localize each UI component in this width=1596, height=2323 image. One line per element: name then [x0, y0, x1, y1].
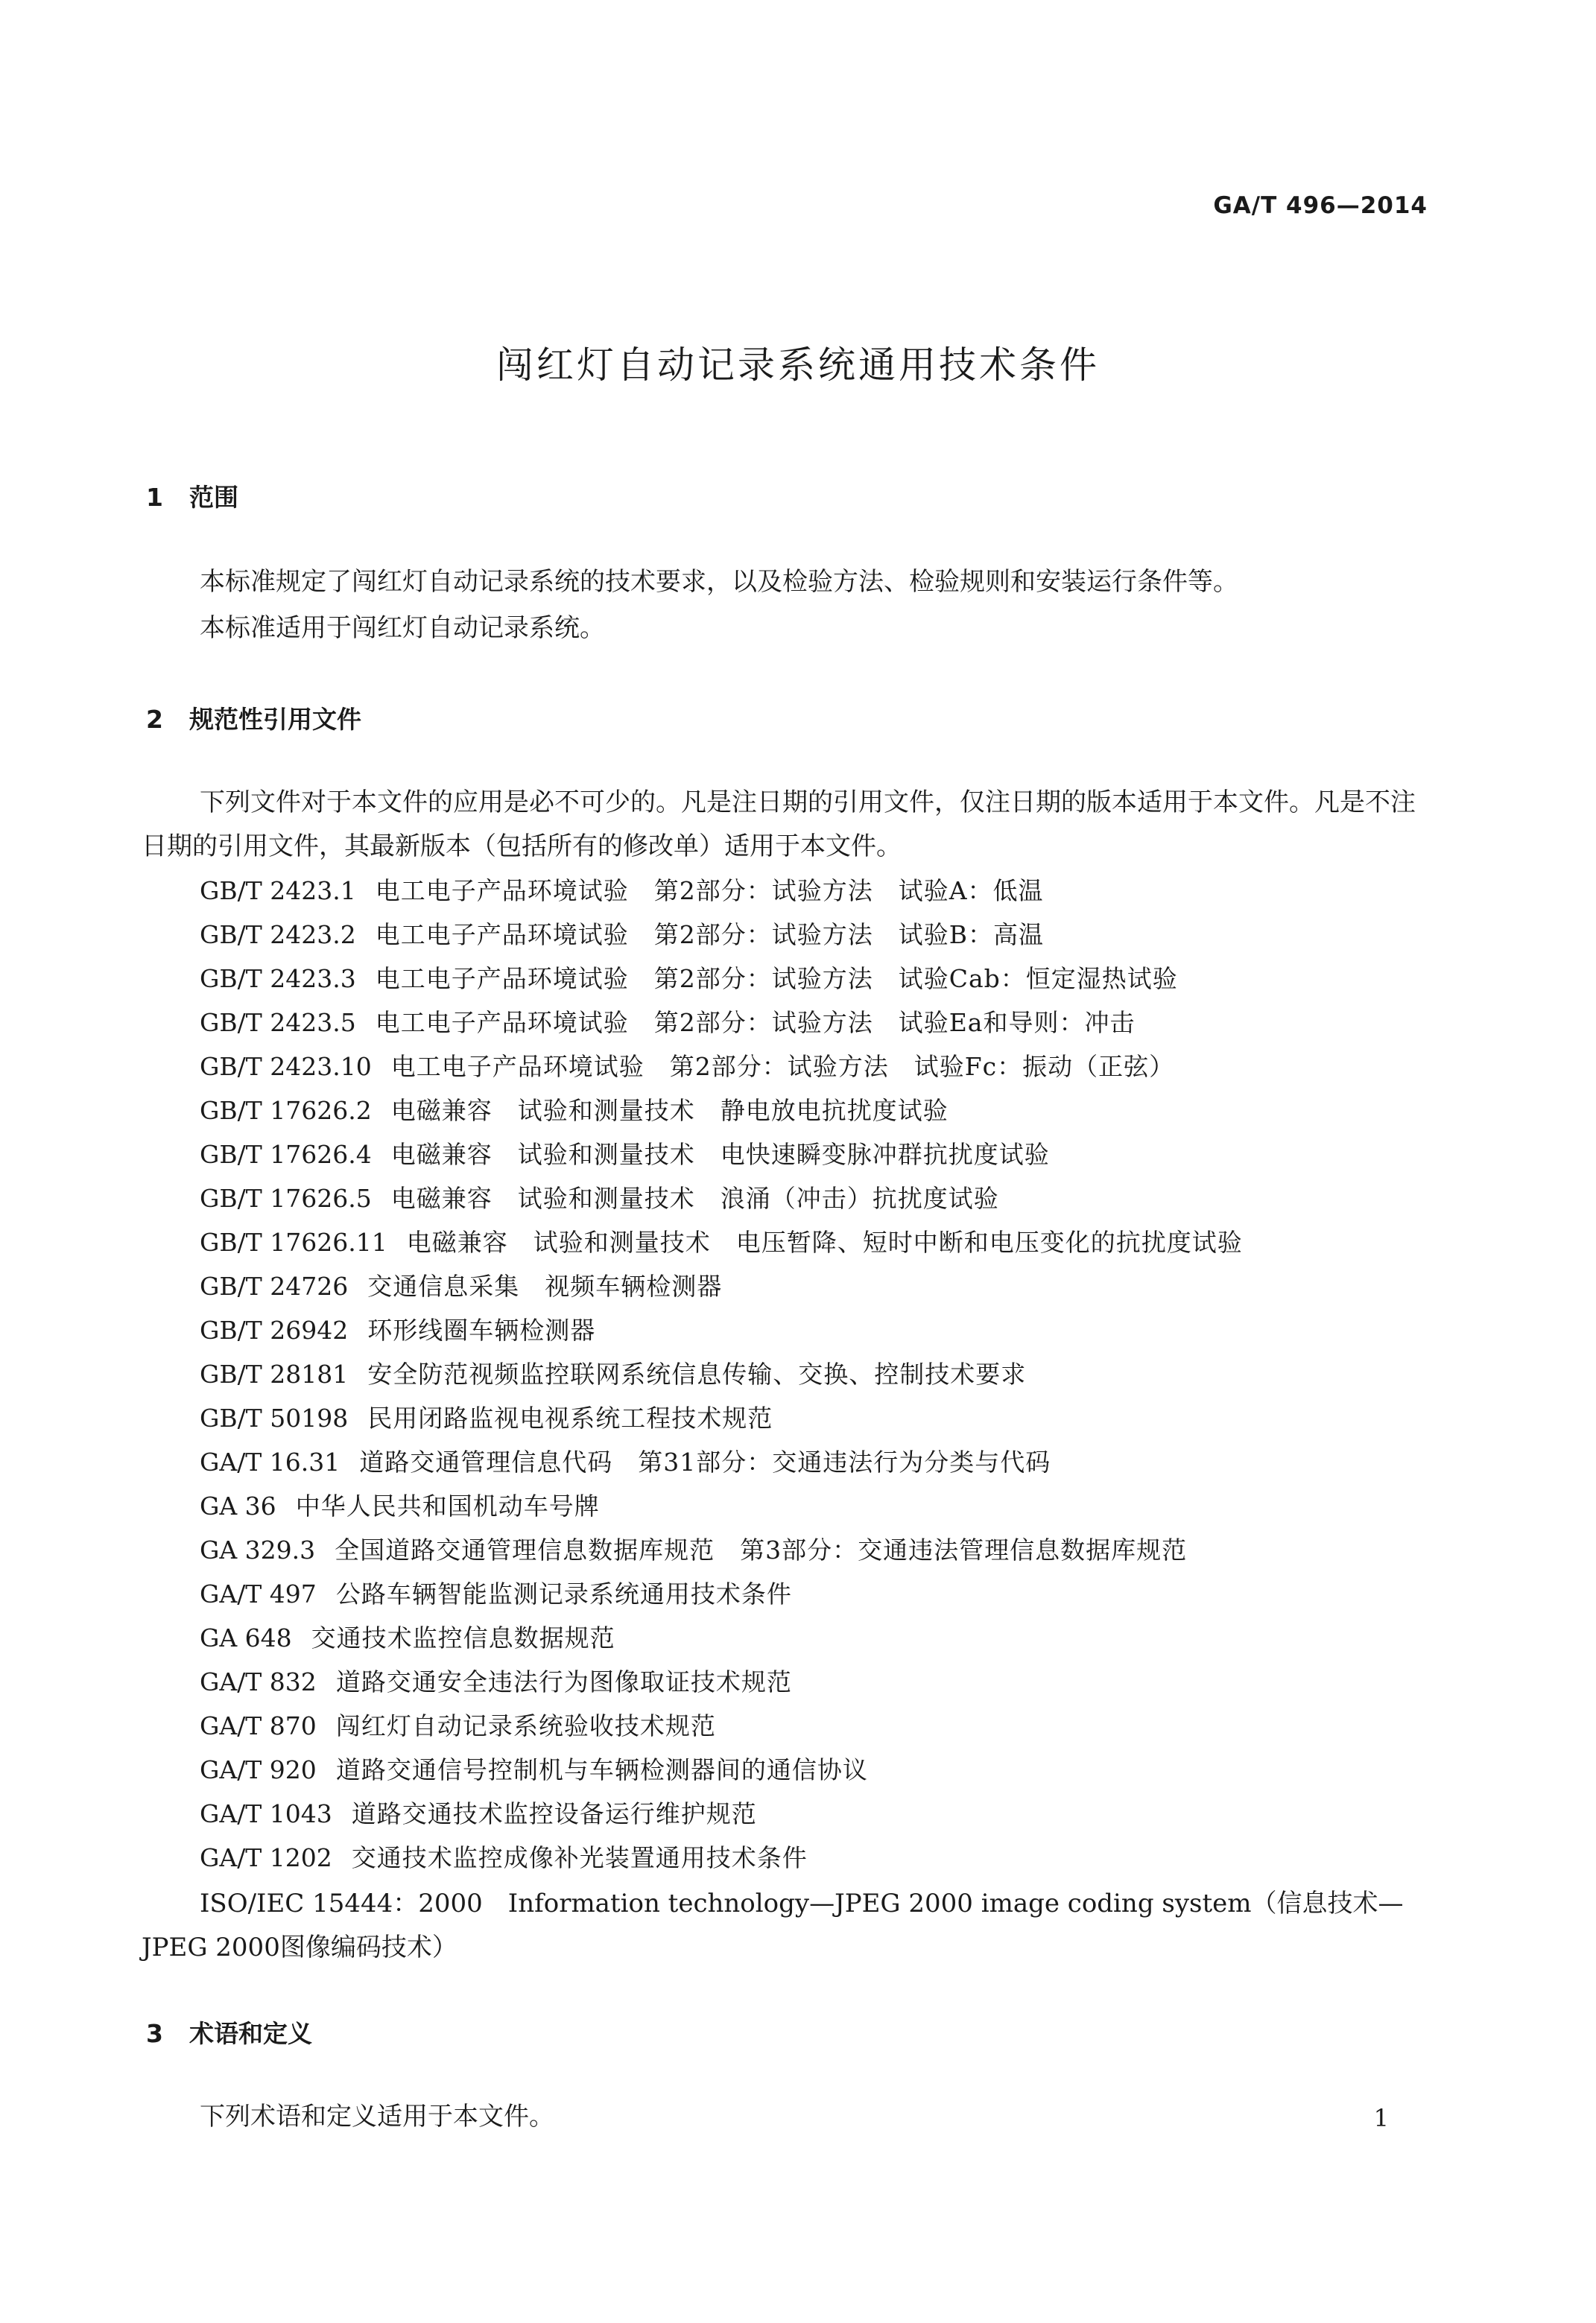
reference-item	[200, 1088, 1243, 1132]
reference-title: 电工电子产品环境试验 第2部分：试验方法 试验A：低温	[375, 876, 1044, 905]
paragraph: 本标准规定了闯红灯自动记录系统的技术要求，以及检验方法、检验规则和安装运行条件等。	[200, 567, 1238, 597]
reference-code: GB/T 17626.11	[200, 1228, 387, 1257]
reference-list	[200, 869, 1243, 1880]
reference-item	[200, 1440, 1243, 1484]
reference-item	[200, 1176, 1243, 1220]
reference-item	[200, 1132, 1243, 1176]
reference-title: 闯红灯自动记录系统验收技术规范	[335, 1711, 716, 1740]
section-title: 范围	[189, 483, 238, 512]
section-number: 1	[146, 483, 163, 512]
reference-item	[200, 1704, 1243, 1748]
section-title: 术语和定义	[189, 2019, 312, 2048]
reference-title: 电工电子产品环境试验 第2部分：试验方法 试验Cab：恒定湿热试验	[375, 964, 1178, 993]
reference-title: 交通技术监控成像补光装置通用技术条件	[351, 1843, 808, 1872]
reference-item	[200, 1220, 1243, 1264]
reference-code: GA 36	[200, 1492, 276, 1521]
reference-code: GA/T 1202	[200, 1843, 332, 1872]
section-heading-normative-references	[146, 700, 361, 735]
reference-code: GB/T 2423.10	[200, 1052, 372, 1081]
reference-title: 道路交通技术监控设备运行维护规范	[351, 1799, 757, 1828]
reference-title: 道路交通安全违法行为图像取证技术规范	[335, 1667, 792, 1696]
reference-item	[200, 1045, 1243, 1088]
reference-code: GB/T 26942	[200, 1316, 349, 1345]
reference-title: 全国道路交通管理信息数据库规范 第3部分：交通违法管理信息数据库规范	[335, 1536, 1188, 1565]
reference-item	[200, 1484, 1243, 1528]
reference-title: 中华人民共和国机动车号牌	[295, 1492, 600, 1521]
reference-title: 电磁兼容 试验和测量技术 电快速瞬变脉冲群抗扰度试验	[390, 1140, 1050, 1169]
reference-title: 交通技术监控信息数据规范	[311, 1623, 615, 1652]
reference-code: GA/T 920	[200, 1755, 317, 1784]
reference-code: GA/T 497	[200, 1579, 317, 1609]
reference-code: GB/T 17626.2	[200, 1096, 372, 1125]
reference-title: 民用闭路监视电视系统工程技术规范	[367, 1404, 773, 1433]
reference-code: GA 648	[200, 1623, 292, 1652]
reference-code: GA/T 16.31	[200, 1448, 341, 1477]
reference-item	[200, 1396, 1243, 1440]
reference-code: GA/T 870	[200, 1711, 317, 1740]
reference-title: 道路交通管理信息代码 第31部分：交通违法行为分类与代码	[359, 1448, 1051, 1477]
document-title: 闯红灯自动记录系统通用技术条件	[496, 343, 1100, 387]
reference-code: GA 329.3	[200, 1536, 316, 1565]
reference-title: 交通信息采集 视频车辆检测器	[367, 1272, 723, 1301]
section-number: 3	[146, 2019, 163, 2048]
reference-item	[200, 1308, 1243, 1352]
reference-title: 电工电子产品环境试验 第2部分：试验方法 试验B：高温	[375, 920, 1044, 949]
reference-item	[200, 1001, 1243, 1045]
paragraph: 本标准适用于闯红灯自动记录系统。	[200, 613, 605, 643]
reference-item	[200, 869, 1243, 913]
reference-item	[200, 1572, 1243, 1616]
section-heading-scope	[146, 478, 238, 513]
reference-title: 电磁兼容 试验和测量技术 电压暂降、短时中断和电压变化的抗扰度试验	[406, 1228, 1243, 1257]
reference-code: GB/T 17626.4	[200, 1140, 372, 1169]
references-intro: 下列文件对于本文件的应用是必不可少的。凡是注日期的引用文件，仅注日期的版本适用于本文件。凡是不注日期的引用文件，其最新版本（包括所有的修改单）适用于本文件。	[142, 787, 1416, 861]
reference-code: GB/T 2423.5	[200, 1008, 356, 1037]
reference-item	[200, 1748, 1243, 1792]
reference-title: 电磁兼容 试验和测量技术 浪涌（冲击）抗扰度试验	[390, 1184, 999, 1213]
reference-code: GB/T 50198	[200, 1404, 349, 1433]
reference-item	[200, 913, 1243, 957]
reference-code: GB/T 24726	[200, 1272, 349, 1301]
reference-code: GA/T 832	[200, 1667, 317, 1696]
reference-title: 安全防范视频监控联网系统信息传输、交换、控制技术要求	[367, 1360, 1027, 1389]
reference-item	[200, 1660, 1243, 1704]
reference-code: GB/T 2423.1	[200, 876, 356, 905]
reference-code: GB/T 2423.3	[200, 964, 356, 993]
paragraph: 下列术语和定义适用于本文件。	[200, 2102, 554, 2132]
reference-item	[200, 1352, 1243, 1396]
reference-code: GB/T 2423.2	[200, 920, 356, 949]
reference-title: 电工电子产品环境试验 第2部分：试验方法 试验Ea和导则：冲击	[375, 1008, 1136, 1037]
section-title: 规范性引用文件	[189, 705, 361, 734]
reference-item	[200, 1836, 1243, 1880]
section-heading-terms-definitions	[146, 2015, 312, 2050]
reference-title: 电工电子产品环境试验 第2部分：试验方法 试验Fc：振动（正弦）	[390, 1052, 1175, 1081]
reference-item	[200, 1616, 1243, 1660]
standard-code: GA/T 496—2014	[1213, 192, 1428, 219]
reference-item	[200, 1264, 1243, 1308]
reference-code: GB/T 28181	[200, 1360, 349, 1389]
reference-title: 道路交通信号控制机与车辆检测器间的通信协议	[335, 1755, 868, 1784]
reference-item	[200, 1528, 1243, 1572]
reference-item-iso: ISO/IEC 15444：2000 Information technology—JPEG 2000 image coding system（信息技术—JPEG 2000图像编码技术）	[142, 1889, 1404, 1962]
reference-item	[200, 1792, 1243, 1836]
reference-code: GA/T 1043	[200, 1799, 332, 1828]
reference-title: 电磁兼容 试验和测量技术 静电放电抗扰度试验	[390, 1096, 949, 1125]
section-number: 2	[146, 705, 163, 734]
reference-title: 公路车辆智能监测记录系统通用技术条件	[335, 1579, 792, 1609]
reference-item	[200, 957, 1243, 1001]
reference-title: 环形线圈车辆检测器	[367, 1316, 596, 1345]
page-number: 1	[1373, 2104, 1389, 2132]
reference-code: GB/T 17626.5	[200, 1184, 372, 1213]
